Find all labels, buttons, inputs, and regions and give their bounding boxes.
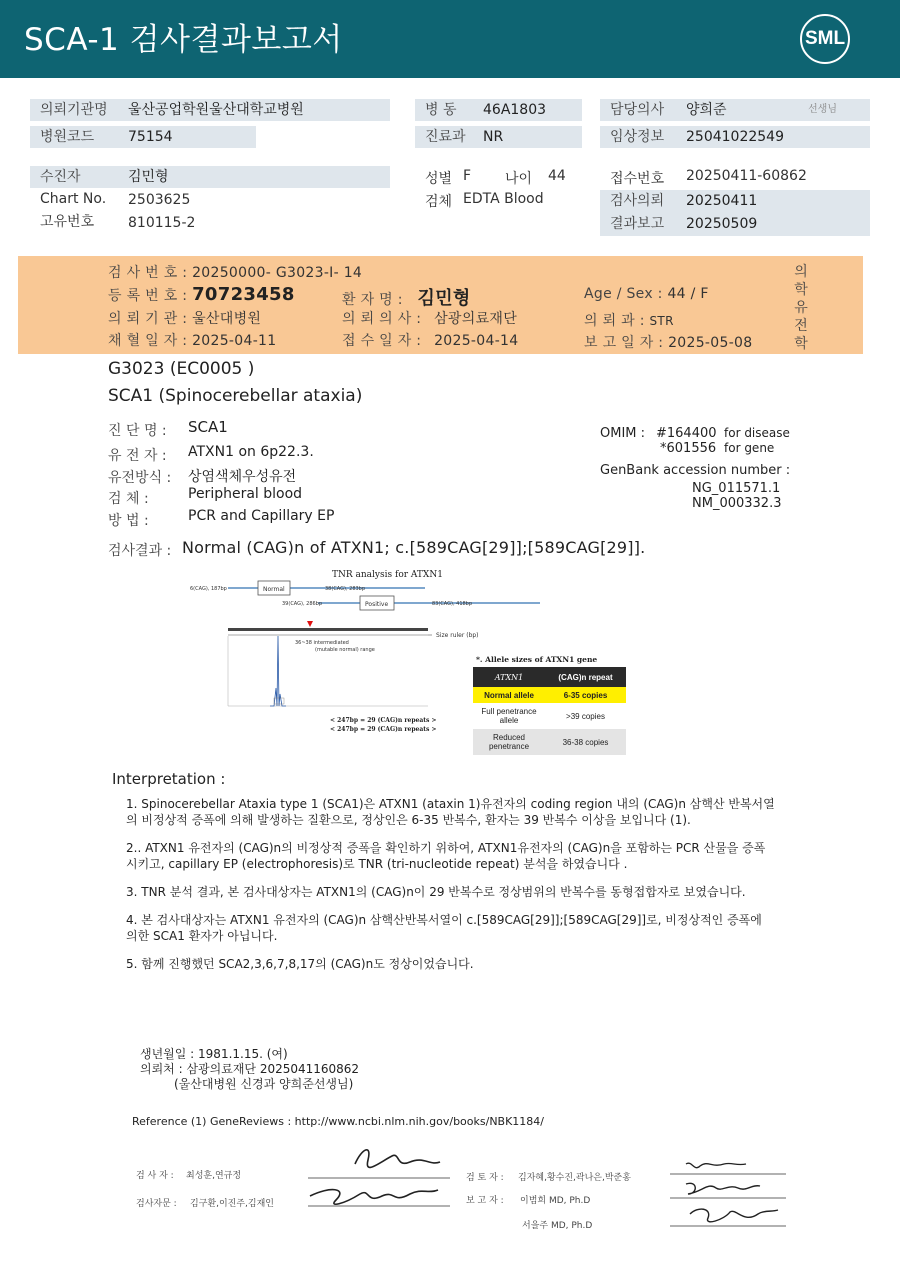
- clinical-row: 임상정보 25041022549: [600, 126, 870, 148]
- allele-row-reduced-value: 36-38 copies: [562, 737, 609, 747]
- req-doc-row: 의 뢰 의 사 : 삼광의료재단: [342, 311, 518, 327]
- label-187bp: 6(CAG), 187bp: [190, 586, 227, 592]
- dept-vertical-label: 의 학 유 전 학: [794, 264, 808, 352]
- lab-report-row: 보 고 일 자 : 2025-05-08: [584, 335, 753, 351]
- reg-no-row: 등 록 번 호 : 70723458: [108, 284, 295, 305]
- uid-value: 810115-2: [128, 215, 196, 231]
- normal-label: Normal: [263, 586, 285, 593]
- marker-triangle: [307, 621, 313, 627]
- hospital-code-value: 75154: [128, 129, 173, 145]
- requester-line-1: 의뢰처 : 삼광의료재단 2025041160862: [140, 1062, 360, 1076]
- req-dept-row: 의 뢰 과 : STR: [584, 313, 674, 329]
- positive-label: Positive: [365, 601, 389, 608]
- patient-value: 김민형: [128, 169, 169, 185]
- method-value: PCR and Capillary EP: [188, 508, 335, 524]
- test-name: SCA1 (Spinocerebellar ataxia): [108, 386, 363, 406]
- repeat-label-1: < 247bp = 29 (CAG)n repeats >: [330, 717, 437, 724]
- interpretation-body: [126, 796, 776, 972]
- age-value: 44: [548, 168, 566, 184]
- gene-label: 유 전 자 :: [108, 448, 167, 464]
- age-sex-row: Age / Sex : 44 / F: [584, 286, 709, 302]
- result-value: Normal (CAG)n of ATXN1; c.[589CAG[29]];[589CAG[29]].: [182, 538, 646, 557]
- age-label: 나이: [505, 171, 533, 187]
- allele-row-full-value: >39 copies: [566, 711, 605, 721]
- ward-row: 병 동 46A1803: [415, 99, 582, 121]
- allele-table: [473, 667, 626, 755]
- size-ruler-label: Size ruler (bp): [436, 632, 479, 639]
- doctor-value: 양희준: [686, 102, 727, 118]
- genbank-ng: NG_011571.1: [692, 481, 781, 496]
- figure-title: TNR analysis for ATXN1: [332, 570, 443, 580]
- reporter-value-2: 서을주 MD, Ph.D: [522, 1221, 593, 1231]
- result-label: 검사결과 :: [108, 543, 172, 559]
- allele-th-gene: ATXN1: [494, 672, 524, 682]
- diag-label: 진 단 명 :: [108, 423, 167, 439]
- specimen-value: EDTA Blood: [463, 191, 544, 207]
- signature-left: [300, 1138, 460, 1224]
- request-value: 20250411: [686, 193, 758, 209]
- signature-right: [668, 1158, 790, 1232]
- diag-value: SCA1: [188, 418, 228, 436]
- patient-name-row: 환 자 명 : 김민형: [342, 288, 471, 309]
- institution-value: 울산공업학원울산대학교병원: [128, 102, 304, 118]
- requester-line-2: (울산대병원 신경과 양희준선생님): [174, 1077, 354, 1091]
- chart-value: 2503625: [128, 192, 191, 208]
- omim-gene: *601556: [660, 441, 717, 456]
- test-no-row: 검 사 번 호 : 20250000- G3023-I- 14: [108, 265, 363, 281]
- inherit-value: 상염색체우성유전: [188, 469, 297, 485]
- omim-label: OMIM :: [600, 426, 646, 441]
- allele-row-normal-value: 6-35 copies: [563, 690, 608, 700]
- reporter-value-1: 이범희 MD, Ph.D: [520, 1196, 591, 1206]
- receipt-label: 접수번호: [610, 171, 665, 187]
- doctor-suffix: 선생님: [808, 104, 837, 115]
- chart-label: Chart No.: [40, 191, 107, 207]
- birth-date: 생년월일 : 1981.1.15. (여): [140, 1047, 288, 1061]
- sample-label: 검 체 :: [108, 491, 149, 507]
- reporter-label: 보 고 자 :: [466, 1196, 504, 1206]
- interp-paragraph-2: 2.. ATXN1 유전자의 (CAG)n의 비정상적 증폭을 확인하기 위하여, ATXN1유전자의 (CAG)n을 포함하는 PCR 산물을 증폭시키고, capillary EP (electrophoresis)로 TNR (tri-nucleotide repeat) 분석을 하였습니다 .: [126, 841, 766, 871]
- allele-row-normal-label: Normal allele: [484, 690, 534, 700]
- interp-paragraph-5: 5. 함께 진행했던 SCA2,3,6,7,8,17의 (CAG)n도 정상이었습니다.: [126, 957, 474, 971]
- size-ruler-bar: [228, 628, 428, 631]
- tester-value: 최성훈,연규정: [186, 1171, 242, 1181]
- method-label: 방 법 :: [108, 513, 149, 529]
- interp-paragraph-4: 4. 본 검사대상자는 ATXN1 유전자의 (CAG)n 삼핵산반복서열이 c.[589CAG[29]];[589CAG[29]]로, 비정상적인 증폭에 의한 SCA1 환자가 아닙니다.: [126, 913, 762, 943]
- label-286bp: 39(CAG), 286bp: [282, 601, 323, 607]
- collect-row: 채 혈 일 자 : 2025-04-11: [108, 333, 277, 349]
- dept-value: NR: [483, 129, 504, 145]
- receive-row: 접 수 일 자 : 2025-04-14: [342, 333, 519, 349]
- reference: Reference (1) GeneReviews : http://www.ncbi.nlm.nih.gov/books/NBK1184/: [132, 1115, 545, 1128]
- doctor-row: 담당의사 양희준 선생님: [600, 99, 870, 121]
- range-label-1: 36~38 intermediated: [295, 640, 349, 646]
- reviewer-value: 김자혜,황수진,곽나은,박준홍: [518, 1173, 631, 1183]
- patient-row: 수진자 김민형: [30, 166, 390, 188]
- genbank-label: GenBank accession number :: [600, 463, 791, 478]
- institution-row: 의뢰기관명 울산공업학원울산대학교병원: [30, 99, 390, 121]
- inherit-label: 유전방식 :: [108, 470, 172, 486]
- hospital-code-row: 병원코드 75154: [30, 126, 256, 148]
- omim-gene-note: for gene: [724, 441, 775, 455]
- reviewer-label: 검 토 자 :: [466, 1173, 504, 1183]
- peak-trace: [270, 636, 286, 706]
- genbank-nm: NM_000332.3: [692, 496, 782, 511]
- interp-paragraph-1: 1. Spinocerebellar Ataxia type 1 (SCA1)은 ATXN1 (ataxin 1)유전자의 coding region 내의 (CAG)n 삼핵산 반복서열의 비정상적 증폭에 의해 발생하는 질환으로, 정상인은 6-35 반복수, 환자는 39 반복수 이상을 보입니다 (1).: [126, 797, 775, 827]
- allele-th-repeat: (CAG)n repeat: [558, 672, 613, 682]
- repeat-label-2: < 247bp = 29 (CAG)n repeats >: [330, 726, 437, 733]
- omim-disease: #164400: [656, 426, 717, 441]
- sex-label: 성별: [425, 171, 453, 187]
- ward-value: 46A1803: [483, 102, 547, 118]
- allele-table-title: *. Allele sizes of ATXN1 gene: [476, 655, 598, 664]
- range-label-2: (mutable normal) range: [315, 647, 375, 653]
- report-value: 20250509: [686, 216, 758, 232]
- page-title: SCA-1 검사결과보고서: [24, 22, 343, 58]
- date-box: 검사의뢰 20250411 결과보고 20250509: [600, 190, 870, 236]
- allele-row-full-label: Full penetrance allele: [481, 707, 537, 725]
- advisor-value: 김구환,이진주,김재인: [190, 1199, 274, 1209]
- interp-paragraph-3: 3. TNR 분석 결과, 본 검사대상자는 ATXN1의 (CAG)n이 29 반복수로 정상범위의 반복수를 동형접합자로 보였습니다.: [126, 885, 746, 899]
- uid-label: 고유번호: [40, 214, 95, 230]
- tester-label: 검 사 자 :: [136, 1171, 174, 1181]
- sample-value: Peripheral blood: [188, 486, 303, 502]
- allele-row-reduced-label: Reduced penetrance: [488, 733, 530, 751]
- label-283bp: 38(CAG), 283bp: [325, 586, 366, 592]
- label-418bp: 83(CAG), 418bp: [432, 601, 473, 607]
- req-inst-row: 의 뢰 기 관 : 울산대병원: [108, 311, 262, 327]
- advisor-label: 검사자문 :: [136, 1199, 177, 1209]
- specimen-label: 검체: [425, 194, 453, 210]
- sex-value: F: [463, 168, 472, 184]
- receipt-value: 20250411-60862: [686, 168, 807, 184]
- gene-value: ATXN1 on 6p22.3.: [188, 444, 314, 460]
- sml-logo: SML: [800, 14, 850, 64]
- dept-row: 진료과 NR: [415, 126, 582, 148]
- omim-disease-note: for disease: [724, 426, 790, 440]
- test-code: G3023 (EC0005 ): [108, 359, 255, 379]
- clinical-value: 25041022549: [686, 129, 784, 145]
- interpretation-title: Interpretation :: [112, 770, 226, 788]
